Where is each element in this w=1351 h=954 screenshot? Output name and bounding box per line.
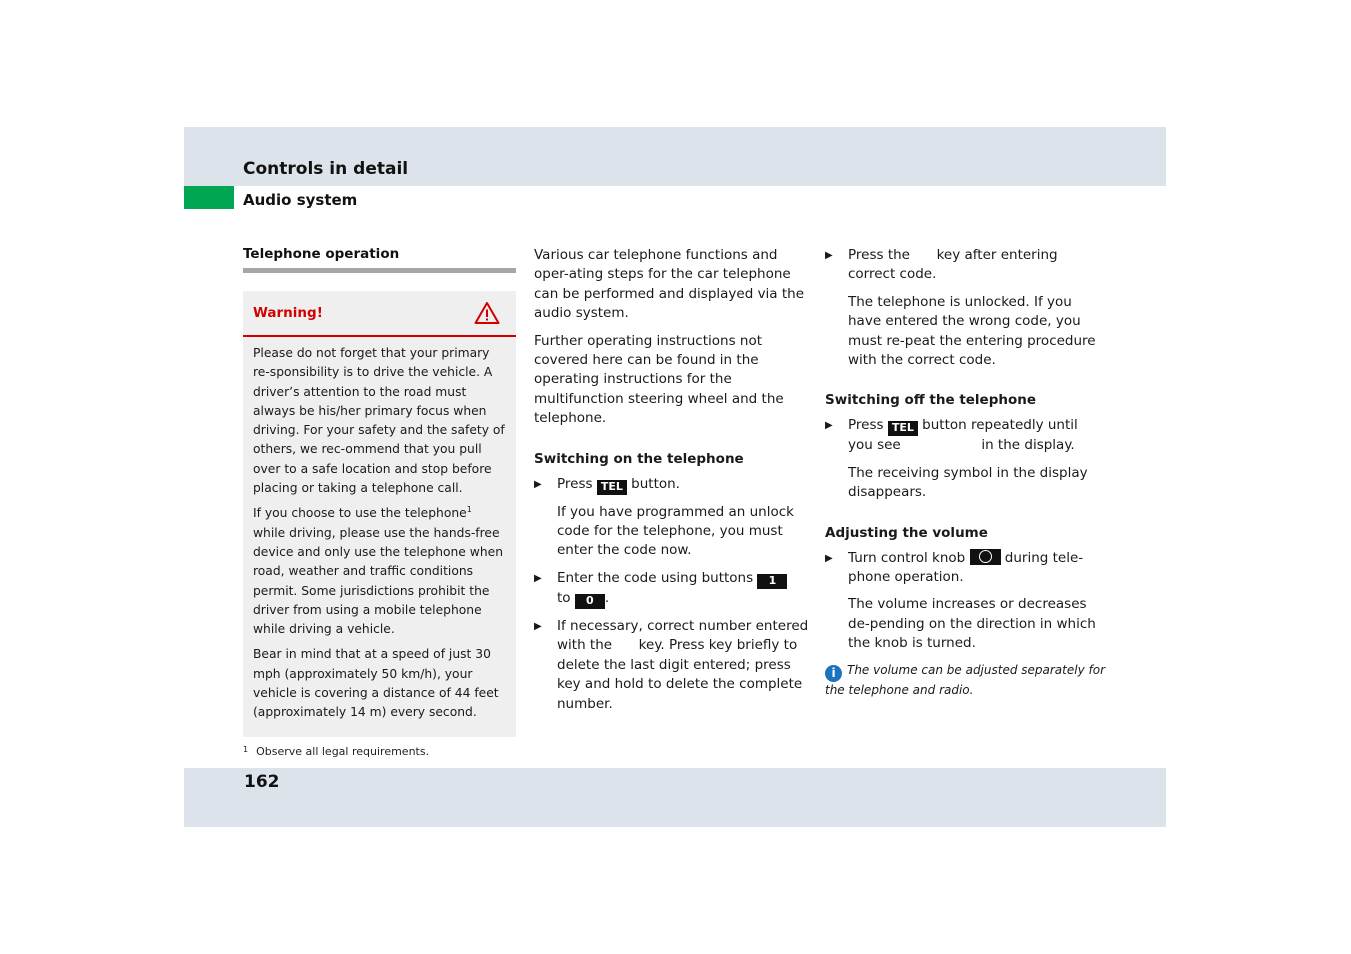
- step-note: If you have programmed an unlock code for the telephone, you must enter the code now.: [557, 503, 794, 559]
- step-arrow-icon: ▶: [534, 620, 542, 632]
- warning-paragraph: Please do not forget that your primary re-sponsibility is to drive the vehicle. A driver’s attention to the road must always be his/her primary focus when driving. For your safety and the safety of others, we rec-ommend that you pull over to a safe location and stop before placing or taking a telephone call.: [253, 346, 505, 496]
- page-number: 162: [244, 772, 280, 792]
- info-note: [825, 662, 1105, 699]
- instruction-step: [534, 475, 809, 495]
- step-text: Turn control knob: [848, 549, 970, 566]
- subsection-title: Audio system: [243, 191, 358, 209]
- instruction-step: [534, 569, 809, 609]
- digit-key-0: 0: [575, 594, 605, 609]
- section-marker-tab: [184, 186, 234, 209]
- telephone-operation-heading: Telephone operation: [243, 246, 516, 273]
- warning-paragraph: Bear in mind that at a speed of just 30 mph (approximately 50 km/h), your vehicle is covering a distance of 44 feet (approximately 14 m) every second.: [253, 647, 499, 720]
- warning-box: [243, 291, 516, 737]
- step-note: The volume increases or decreases de-pending on the direction in which the knob is turned.: [848, 596, 1096, 652]
- footnote: [243, 745, 516, 758]
- step-arrow-icon: ▶: [534, 572, 542, 584]
- footnote-text: Observe all legal requirements.: [256, 744, 430, 758]
- step-text: to: [557, 589, 575, 606]
- section-title: Controls in detail: [243, 159, 409, 179]
- step-text: in the display.: [977, 437, 1075, 454]
- step-text: key after entering correct code.: [848, 247, 1058, 283]
- warning-body: [243, 337, 516, 723]
- step-text: .: [604, 589, 610, 606]
- warning-header: [243, 291, 516, 337]
- right-column: [825, 246, 1105, 699]
- step-text: button repeatedly until you see: [848, 417, 1078, 454]
- footnote-ref: 1: [466, 505, 472, 515]
- footer-band: [184, 768, 1166, 827]
- step-arrow-icon: ▶: [825, 250, 833, 261]
- step-note: The receiving symbol in the display disappears.: [848, 464, 1088, 501]
- warning-paragraph: [253, 504, 507, 639]
- instruction-step: [825, 549, 1105, 588]
- step-arrow-icon: ▶: [534, 478, 542, 490]
- step-arrow-icon: ▶: [825, 420, 833, 432]
- step-text: Enter the code using buttons: [557, 569, 758, 586]
- middle-column: [534, 246, 809, 722]
- step-text: If necessary, correct number entered with the: [557, 617, 809, 654]
- step-text: button.: [626, 475, 680, 492]
- footnote-marker: 1: [243, 744, 249, 754]
- warning-text: while driving, please use the hands-free device and only use the telephone when road, weather and traffic conditions permit. Some jurisdictions prohibit the driver from using a mobile telephone while driving a vehicle.: [253, 525, 503, 637]
- control-knob-icon: [970, 549, 1001, 565]
- step-text: Press the: [848, 247, 915, 263]
- instruction-step: [534, 617, 809, 714]
- info-icon: i: [825, 665, 842, 682]
- step-note: The telephone is unlocked. If you have entered the wrong code, you must re-peat the entering procedure with the correct code.: [848, 293, 1096, 369]
- warning-title: Warning!: [253, 305, 323, 321]
- step-text: Press: [557, 475, 597, 492]
- instruction-step: [825, 416, 1105, 455]
- intro-paragraph: Further operating instructions not covered here can be found in the operating instructions for the multifunction steering wheel and the telephone.: [534, 332, 784, 427]
- tel-key: TEL: [597, 480, 627, 495]
- info-text: The volume can be adjusted separately for the telephone and radio.: [825, 662, 1105, 697]
- step-text: during tele-phone operation.: [848, 549, 1084, 586]
- left-column: [243, 246, 516, 758]
- adjusting-volume-heading: Adjusting the volume: [825, 524, 988, 541]
- tel-key: TEL: [888, 421, 918, 436]
- switching-off-heading: Switching off the telephone: [825, 392, 1037, 409]
- step-arrow-icon: ▶: [825, 552, 833, 564]
- warning-text: If you choose to use the telephone: [253, 506, 467, 521]
- digit-key-1: 1: [757, 574, 787, 589]
- warning-triangle-icon: [474, 301, 500, 325]
- instruction-step: [825, 246, 1105, 285]
- step-text: Press: [848, 417, 888, 434]
- step-text: key. Press key briefly to delete the last digit entered; press key and hold to delete the complete number.: [557, 637, 803, 712]
- intro-paragraph: Various car telephone functions and oper-ating steps for the car telephone can be performed and displayed via the audio system.: [534, 247, 805, 322]
- switching-on-heading: Switching on the telephone: [534, 450, 744, 467]
